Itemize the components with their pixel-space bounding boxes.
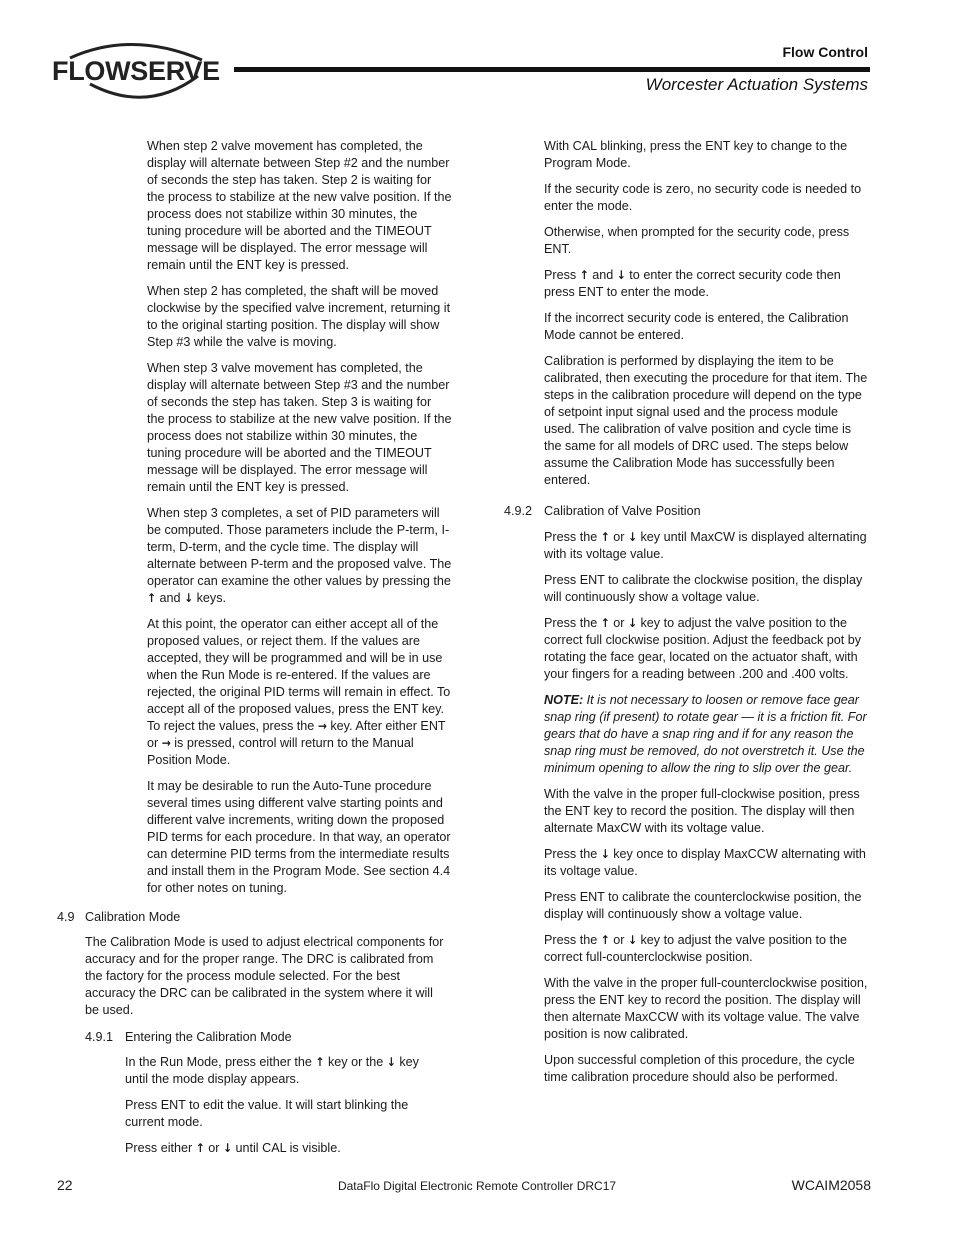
- section-heading-4-9-2: 4.9.2 Calibration of Valve Position: [504, 504, 701, 518]
- up-arrow-icon: ↑: [600, 933, 610, 947]
- paragraph: When step 2 valve movement has completed, the display will alternate between Step #2 and the number of seconds the step has taken. Step 2 is waiting for the process to stabilize at the new valve position. If the process does not stabilize within 30 minutes, the tuning procedure will be aborted and the TIMEOUT message will be displayed. The error message will remain until the ENT key is pressed.: [147, 139, 452, 272]
- page-number: 22: [57, 1177, 73, 1193]
- right-arrow-icon: →: [161, 736, 171, 750]
- note-paragraph: NOTE: It is not necessary to loosen or remove face gear snap ring (if present) to rotate gear — it is a friction fit. For gears that do have a snap ring and if for any reason the snap ring must be removed, do not overstretch it. Use the minimum opening to allow the ring to slip over the gear.: [544, 693, 867, 775]
- section-heading-4-9-1: 4.9.1 Entering the Calibration Mode: [85, 1030, 292, 1044]
- header-rule: [234, 67, 870, 72]
- paragraph: Upon successful completion of this procedure, the cycle time calibration procedure should also be performed.: [544, 1053, 855, 1084]
- down-arrow-icon: ↓: [627, 933, 637, 947]
- flowserve-logo: [52, 38, 220, 100]
- paragraph: Press the ↑ or ↓ key until MaxCW is displayed alternating with its voltage value.: [544, 530, 867, 561]
- paragraph: Press the ↑ or ↓ key to adjust the valve position to the correct full-counterclockwise position.: [544, 933, 848, 964]
- paragraph: Press ENT to calibrate the clockwise position, the display will continuously show a voltage value.: [544, 573, 863, 604]
- paragraph: When step 3 completes, a set of PID parameters will be computed. Those parameters include the P-term, I-term, D-term, and the cycle time. The display will alternate between P-term and the proposed valve. The operator can examine the other values by pressing the ↑ and ↓ keys.: [147, 506, 452, 605]
- header-subdivision: Worcester Actuation Systems: [645, 75, 868, 94]
- logo-text: FLOWSERVE: [52, 56, 220, 86]
- paragraph: Press ENT to calibrate the counterclockwise position, the display will continuously show a voltage value.: [544, 890, 862, 921]
- paragraph: Calibration is performed by displaying the item to be calibrated, then executing the procedure for that item. The steps in the calibration procedure will depend on the type of setpoint input signal used and the process module used. The calibration of valve position and cycle time is the same for all models of DRC used. The steps below assume the Calibration Mode has successfully been entered.: [544, 354, 868, 487]
- paragraph: When step 2 has completed, the shaft will be moved clockwise by the specified valve increment, returning it to the original starting position. The display will show Step #3 while the valve is moving.: [147, 284, 451, 349]
- up-arrow-icon: ↑: [600, 616, 610, 630]
- left-column-steps: [147, 138, 452, 906]
- paragraph: Press the ↑ or ↓ key to adjust the valve position to the correct full clockwise position. Adjust the feedback pot by rotating the face gear, located on the actuator shaft, with your fingers for a reading between .200 and .400 volts.: [544, 616, 862, 681]
- down-arrow-icon: ↓: [616, 268, 626, 282]
- footer-doc-code: WCAIM2058: [791, 1177, 871, 1193]
- up-arrow-icon: ↑: [147, 591, 157, 605]
- right-column-top: [544, 138, 870, 498]
- section-4-9-body: [85, 934, 447, 1028]
- header-division: Flow Control: [782, 44, 868, 60]
- paragraph: Press either ↑ or ↓ until CAL is visible.: [125, 1141, 341, 1155]
- paragraph: With the valve in the proper full-counterclockwise position, press the ENT key to record the position. The display will then alternate MaxCCW with its voltage value. The valve position is now calibrated.: [544, 976, 868, 1041]
- section-4-9-2-body: [544, 529, 870, 1095]
- paragraph: Press ENT to edit the value. It will start blinking the current mode.: [125, 1098, 409, 1129]
- footer-doc-title: DataFlo Digital Electronic Remote Controller DRC17: [337, 1179, 617, 1193]
- section-heading-4-9: 4.9 Calibration Mode: [57, 910, 181, 924]
- right-arrow-icon: →: [317, 719, 327, 733]
- section-4-9-1-body: [125, 1054, 435, 1166]
- down-arrow-icon: ↓: [184, 591, 194, 605]
- down-arrow-icon: ↓: [222, 1141, 232, 1155]
- paragraph: If the security code is zero, no security code is needed to enter the mode.: [544, 182, 862, 213]
- down-arrow-icon: ↓: [386, 1055, 396, 1069]
- paragraph: Otherwise, when prompted for the security code, press ENT.: [544, 225, 850, 256]
- paragraph: When step 3 valve movement has completed, the display will alternate between Step #3 and the number of seconds the step has taken. Step 3 is waiting for the process to stabilize at the new valve position. If the process does not stabilize within 30 minutes, the tuning procedure will be aborted and the TIMEOUT message will be displayed. The error message will remain until the ENT key is pressed.: [147, 361, 452, 494]
- paragraph: It may be desirable to run the Auto-Tune procedure several times using different valve starting points and different valve increments, writing down the proposed PID terms for each procedure. In that way, an operator can determine PID terms from the intermediate results and install them in the Program Mode. See section 4.4 for other notes on tuning.: [147, 779, 451, 895]
- up-arrow-icon: ↑: [600, 530, 610, 544]
- paragraph: Press ↑ and ↓ to enter the correct security code then press ENT to enter the mode.: [544, 268, 841, 299]
- paragraph: Press the ↓ key once to display MaxCCW alternating with its voltage value.: [544, 847, 866, 878]
- paragraph: In the Run Mode, press either the ↑ key or the ↓ key until the mode display appears.: [125, 1055, 419, 1086]
- down-arrow-icon: ↓: [627, 616, 637, 630]
- paragraph: The Calibration Mode is used to adjust electrical components for accuracy and for the proper range. The DRC is calibrated from the factory for the process module selected. For the best accuracy the DRC can be calibrated in the system where it will be used.: [85, 935, 444, 1017]
- paragraph: With CAL blinking, press the ENT key to change to the Program Mode.: [544, 139, 848, 170]
- paragraph: With the valve in the proper full-clockwise position, press the ENT key to record the position. The display will then alternate MaxCW with its voltage value.: [544, 787, 860, 835]
- down-arrow-icon: ↓: [627, 530, 637, 544]
- up-arrow-icon: ↑: [195, 1141, 205, 1155]
- up-arrow-icon: ↑: [579, 268, 589, 282]
- paragraph: At this point, the operator can either accept all of the proposed values, or reject them. If the values are accepted, they will be programmed and will be in use when the Run Mode is re-entered. If the values are rejected, the original PID terms will remain in effect. To accept all of the proposed values, press the ENT key. To reject the values, press the → key. After either ENT or → is pressed, control will return to the Manual Position Mode.: [147, 617, 451, 767]
- down-arrow-icon: ↓: [600, 847, 610, 861]
- note-label: NOTE:: [544, 693, 584, 707]
- up-arrow-icon: ↑: [315, 1055, 325, 1069]
- paragraph: If the incorrect security code is entered, the Calibration Mode cannot be entered.: [544, 311, 849, 342]
